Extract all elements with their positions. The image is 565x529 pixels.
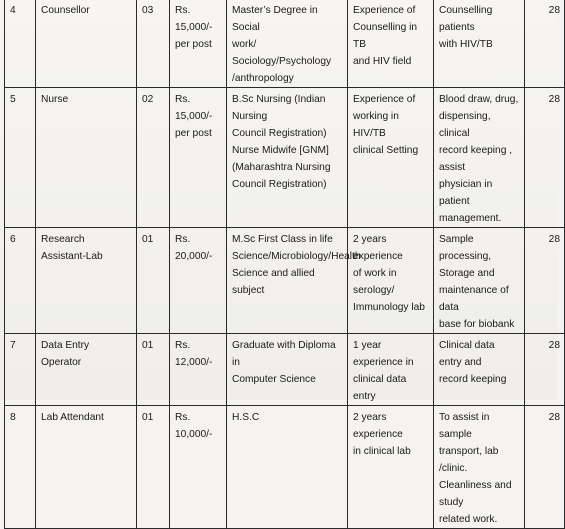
post-name-cell: Nurse	[36, 88, 137, 228]
salary-cell: Rs. 12,000/-	[170, 334, 227, 406]
salary-cell: Rs. 15,000/- per post	[170, 88, 227, 228]
table-row	[5, 406, 565, 529]
number-of-posts-cell: 03	[137, 0, 170, 88]
serial-number-cell: 4	[5, 0, 36, 88]
age-limit-cell: 28	[525, 406, 565, 529]
salary-cell: Rs. 15,000/- per post	[170, 0, 227, 88]
post-name-cell: Research Assistant-Lab	[36, 228, 137, 334]
age-limit-cell: 28	[525, 88, 565, 228]
qualification-cell: B.Sc Nursing (Indian Nursing Council Registration) Nurse Midwife [GNM] (Maharashtra Nursing Council Registration)	[227, 88, 348, 228]
experience-cell: Experience of Counselling in TB and HIV field	[348, 0, 434, 88]
serial-number-cell: 6	[5, 228, 36, 334]
duties-cell: Sample processing, Storage and maintenance of data base for biobank	[434, 228, 525, 334]
experience-cell: 2 years experience in clinical lab	[348, 406, 434, 529]
number-of-posts-cell: 02	[137, 88, 170, 228]
table-row	[5, 0, 565, 88]
qualification-cell: H.S.C	[227, 406, 348, 529]
age-limit-cell: 28	[525, 334, 565, 406]
post-name-cell: Data Entry Operator	[36, 334, 137, 406]
age-limit-cell: 28	[525, 228, 565, 334]
qualification-cell: Master’s Degree in Social work/ Sociology/Psychology /anthropology	[227, 0, 348, 88]
experience-cell: 2 years experience of work in serology/ Immunology lab	[348, 228, 434, 334]
table-row	[5, 88, 565, 228]
post-name-cell: Lab Attendant	[36, 406, 137, 529]
duties-cell: To assist in sample transport, lab /clinic. Cleanliness and study related work.	[434, 406, 525, 529]
number-of-posts-cell: 01	[137, 406, 170, 529]
experience-cell: Experience of working in HIV/TB clinical Setting	[348, 88, 434, 228]
qualification-cell: M.Sc First Class in life Science/Microbiology/Health Science and allied subject	[227, 228, 348, 334]
duties-cell: Clinical data entry and record keeping	[434, 334, 525, 406]
recruitment-table	[4, 0, 565, 529]
experience-cell: 1 year experience in clinical data entry	[348, 334, 434, 406]
table-row	[5, 334, 565, 406]
salary-cell: Rs. 10,000/-	[170, 406, 227, 529]
duties-cell: Counselling patients with HIV/TB	[434, 0, 525, 88]
age-limit-cell: 28	[525, 0, 565, 88]
duties-cell: Blood draw, drug, dispensing, clinical record keeping , assist physician in patient management.	[434, 88, 525, 228]
post-name-cell: Counsellor	[36, 0, 137, 88]
number-of-posts-cell: 01	[137, 228, 170, 334]
serial-number-cell: 7	[5, 334, 36, 406]
number-of-posts-cell: 01	[137, 334, 170, 406]
table-row	[5, 228, 565, 334]
salary-cell: Rs. 20,000/-	[170, 228, 227, 334]
serial-number-cell: 5	[5, 88, 36, 228]
serial-number-cell: 8	[5, 406, 36, 529]
qualification-cell: Graduate with Diploma in Computer Science	[227, 334, 348, 406]
